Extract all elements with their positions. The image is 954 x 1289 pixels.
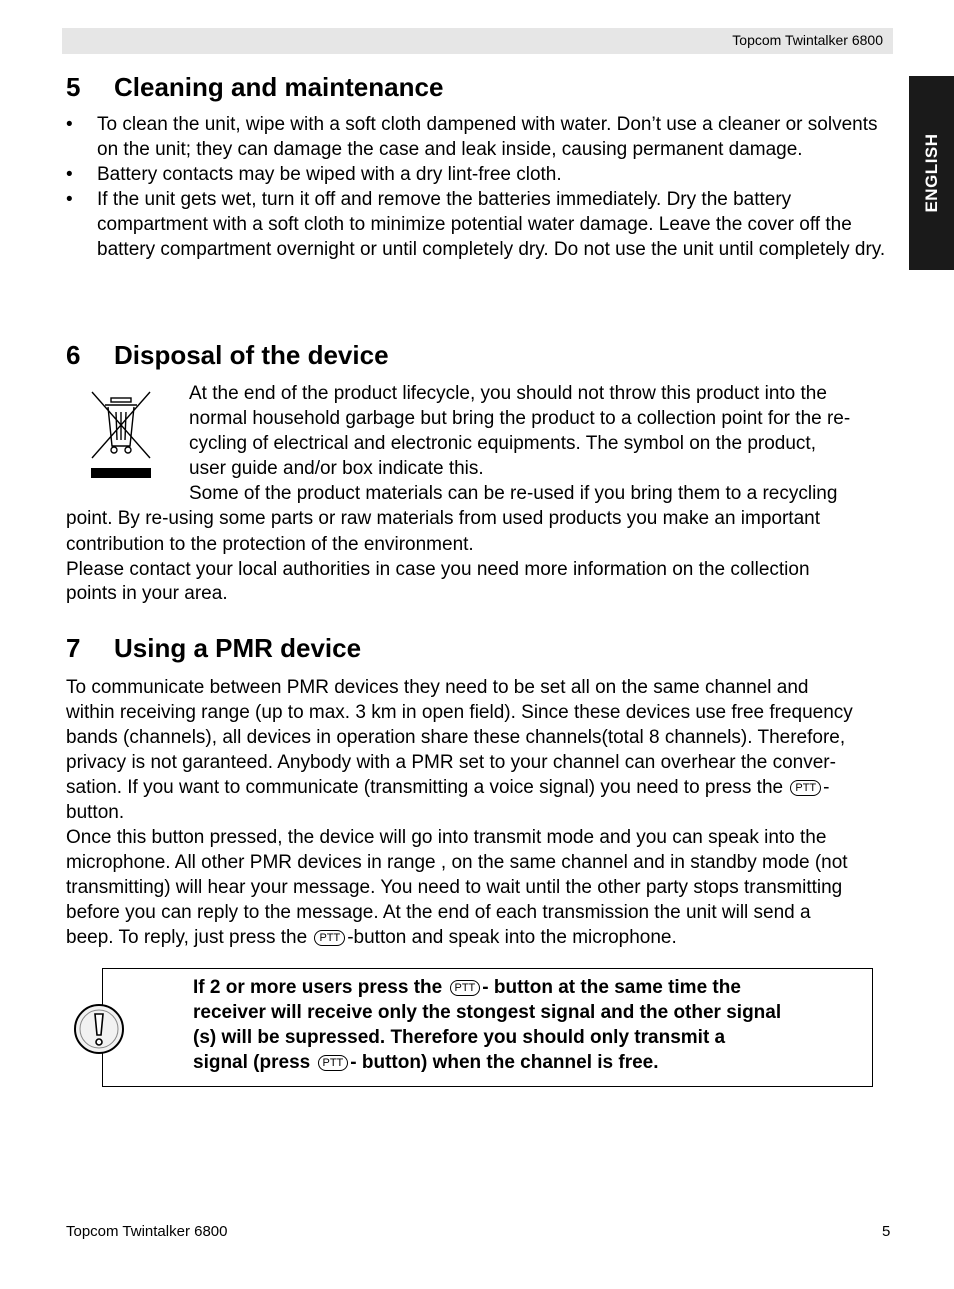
section-5-heading — [66, 72, 443, 103]
disposal-line: At the end of the product lifecycle, you should not throw this product into the — [189, 383, 827, 404]
weee-bin-icon — [88, 388, 154, 480]
section-7-heading — [66, 633, 361, 664]
disposal-line: user guide and/or box indicate this. — [189, 458, 484, 479]
section-title: Disposal of the device — [114, 340, 389, 370]
pmr-line: To communicate between PMR devices they need to be set all on the same channel and — [66, 677, 809, 698]
section-title: Using a PMR device — [114, 633, 362, 663]
list-item: • To clean the unit, wipe with a soft cloth dampened with water. Don’t use a cleaner or solvents on the unit; they can damage the case and leak inside, causing permanent damage. — [66, 112, 896, 162]
note-line-text: signal (press — [193, 1052, 311, 1073]
section-number: 5 — [66, 72, 81, 102]
list-item: • Battery contacts may be wiped with a dry lint-free cloth. — [66, 162, 896, 187]
header-title: Topcom Twintalker 6800 — [732, 32, 883, 48]
disposal-line: Please contact your local authorities in case you need more information on the collection — [66, 559, 810, 580]
disposal-line: normal household garbage but bring the product to a collection point for the re- — [189, 408, 851, 429]
hyphen: - — [823, 777, 830, 798]
section-number: 7 — [66, 633, 81, 663]
ptt-button-icon: PTT — [450, 980, 481, 996]
language-tab — [909, 76, 954, 270]
disposal-line: cycling of electrical and electronic equipments. The symbol on the product, — [189, 433, 816, 454]
note-line-text: - button at the same time the — [482, 977, 741, 998]
pmr-line: transmitting) will hear your message. You need to wait until the other party stops transmitting — [66, 877, 843, 898]
list-item: • If the unit gets wet, turn it off and remove the batteries immediately. Dry the battery compartment with a soft cloth to minimize potential water damage. Leave the cover off the battery compartment overnight or until completely dry. Do not use the unit until completely dry. — [66, 187, 896, 262]
pmr-line-text: sation. If you want to communicate (transmitting a voice signal) you need to press the — [66, 777, 784, 798]
pmr-line: microphone. All other PMR devices in range , on the same channel and in standby mode (not — [66, 852, 848, 873]
note-line — [193, 1050, 833, 1075]
pmr-line: Once this button pressed, the device will go into transmit mode and you can speak into the — [66, 827, 827, 848]
disposal-line: point. By re-using some parts or raw materials from used products you make an important — [66, 508, 820, 529]
cleaning-bullet-list — [66, 112, 896, 262]
warning-note-box — [102, 968, 873, 1087]
pmr-line-text: beep. To reply, just press the — [66, 927, 308, 948]
pmr-line: privacy is not garanteed. Anybody with a PMR set to your channel can overhear the conver- — [66, 752, 836, 773]
ptt-button-icon: PTT — [314, 930, 345, 946]
note-line-text: - button) when the channel is free. — [350, 1052, 659, 1073]
page-number: 5 — [882, 1223, 891, 1240]
ptt-button-icon: PTT — [318, 1055, 349, 1071]
pmr-line: bands (channels), all devices in operation share these channels(total 8 channels). Therefore, — [66, 727, 846, 748]
note-line — [193, 975, 833, 1000]
language-tab-label: ENGLISH — [921, 133, 941, 213]
disposal-line: Some of the product materials can be re-used if you bring them to a recycling — [189, 483, 838, 504]
pmr-line-text: -button and speak into the microphone. — [347, 927, 677, 948]
section-title: Cleaning and maintenance — [114, 72, 444, 102]
warning-note-text — [193, 975, 833, 1075]
ptt-button-icon: PTT — [790, 780, 821, 796]
header-bar — [62, 28, 893, 54]
note-line-text: If 2 or more users press the — [193, 977, 443, 998]
pmr-line — [66, 925, 677, 950]
exclamation-icon — [72, 1002, 126, 1056]
disposal-line: points in your area. — [66, 583, 228, 604]
note-line: (s) will be supressed. Therefore you should only transmit a — [193, 1027, 726, 1048]
pmr-line: within receiving range (up to max. 3 km in open field). Since these devices use free frequency — [66, 702, 853, 723]
pmr-line — [66, 775, 829, 800]
section-number: 6 — [66, 340, 81, 370]
disposal-line: contribution to the protection of the environment. — [66, 534, 474, 555]
pmr-line: before you can reply to the message. At the end of each transmission the unit will send a — [66, 902, 811, 923]
pmr-line: button. — [66, 802, 125, 823]
note-line: receiver will receive only the stongest signal and the other signal — [193, 1002, 782, 1023]
footer-title: Topcom Twintalker 6800 — [66, 1223, 228, 1240]
section-6-heading — [66, 340, 389, 371]
